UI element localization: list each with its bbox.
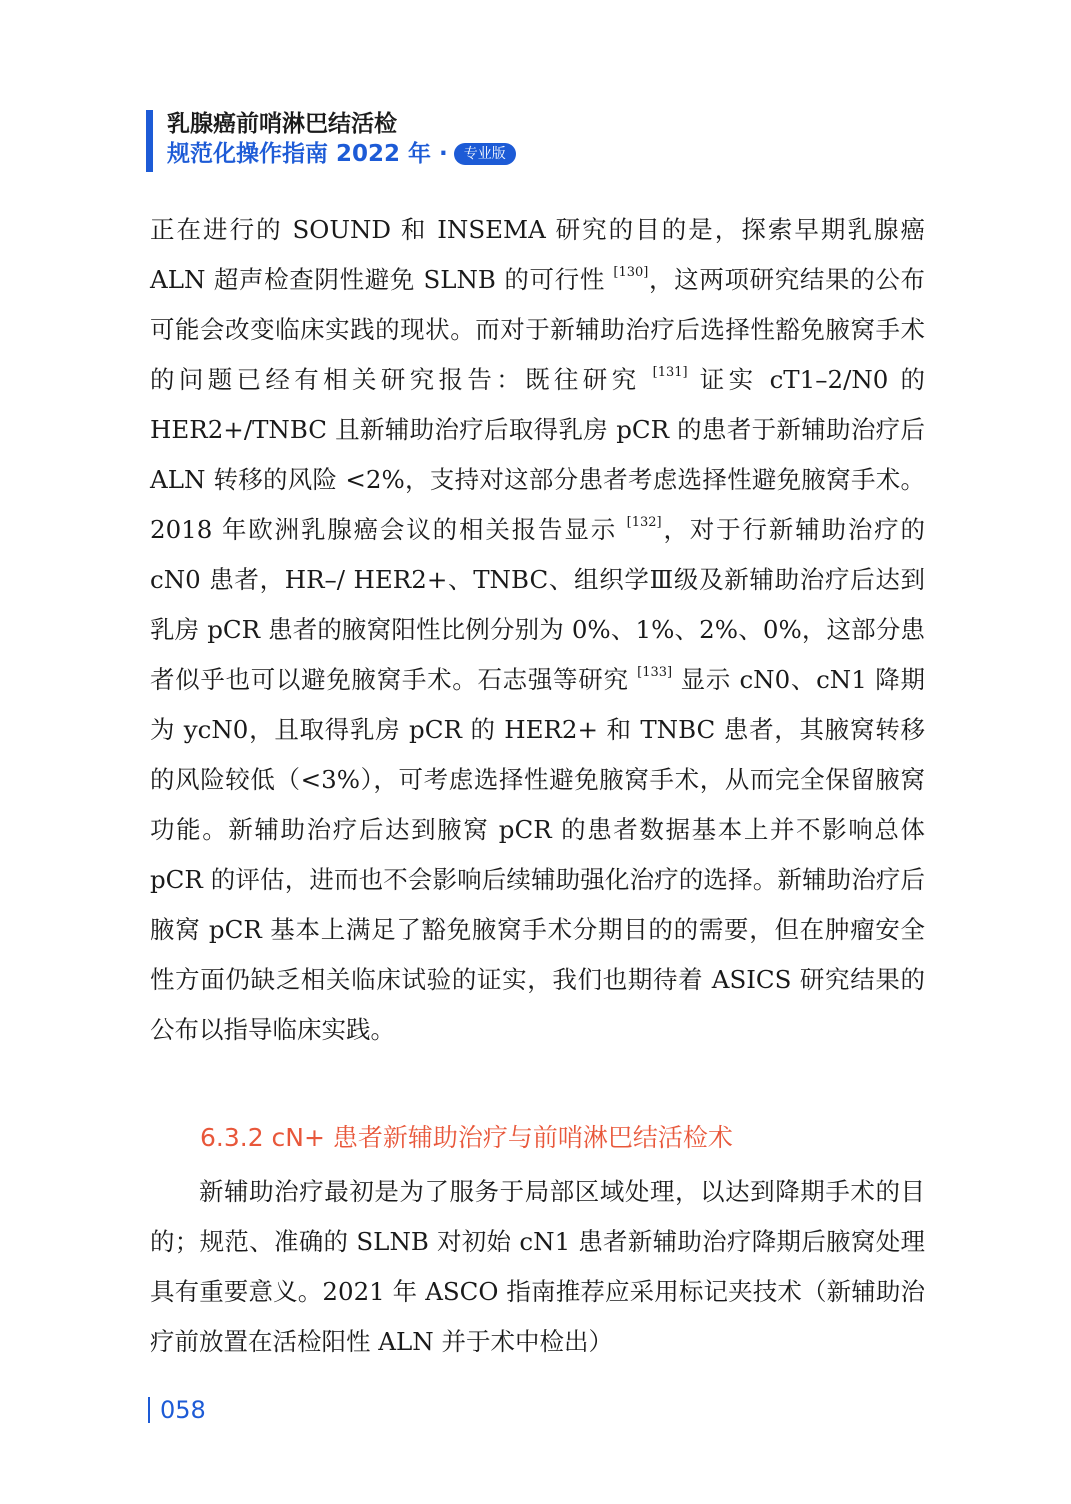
running-header	[146, 110, 516, 172]
section-body	[150, 1167, 925, 1367]
page-number-bar	[148, 1397, 150, 1423]
body-paragraph	[150, 205, 925, 1055]
edition-badge: 专业版	[454, 143, 516, 165]
paragraph-text: ，对于行新辅助治疗的 cN0 患者，HR–/ HER2+、TNBC、组织学Ⅲ级及新辅助治疗后达到乳房 pCR 患者的腋窝阳性比例分别为 0%、1%、2%、0%，这部分患者似乎也可以避免腋窝手术。石志强等研究	[150, 515, 925, 694]
book-title-line2-text: 规范化操作指南 2022 年 ·	[167, 141, 448, 167]
paragraph-1	[150, 205, 925, 1055]
book-title-line2	[167, 138, 516, 170]
paragraph-text: 正在进行的 SOUND 和 INSEMA 研究的目的是，探索早期乳腺癌 ALN 超声检查阴性避免 SLNB 的可行性	[150, 215, 925, 294]
citation-ref: [131]	[652, 365, 688, 380]
section-paragraph: 新辅助治疗最初是为了服务于局部区域处理，以达到降期手术的目的；规范、准确的 SLNB 对初始 cN1 患者新辅助治疗降期后腋窝处理具有重要意义。2021 年 ASCO 指南推荐应采用标记夹技术（新辅助治疗前放置在活检阳性 ALN 并于术中检出）	[150, 1177, 925, 1356]
section-heading: 6.3.2 cN+ 患者新辅助治疗与前哨淋巴结活检术	[200, 1123, 733, 1152]
book-title-line1: 乳腺癌前哨淋巴结活检	[167, 111, 397, 137]
page-number-text: 058	[160, 1396, 206, 1424]
page-number	[148, 1396, 206, 1424]
citation-ref: [133]	[637, 665, 673, 680]
citation-ref: [130]	[613, 265, 649, 280]
paragraph-text: 显示 cN0、cN1 降期为 ycN0，且取得乳房 pCR 的 HER2+ 和 TNBC 患者，其腋窝转移的风险较低（<3%），可考虑选择性避免腋窝手术，从而完全保留腋窝功能。新辅助治疗后达到腋窝 pCR 的患者数据基本上并不影响总体 pCR 的评估，进而也不会影响后续辅助强化治疗的选择。新辅助治疗后腋窝 pCR 基本上满足了豁免腋窝手术分期目的的需要，但在肿瘤安全性方面仍缺乏相关临床试验的证实，我们也期待着 ASICS 研究结果的公布以指导临床实践。	[150, 665, 925, 1044]
paragraph-text: ，这两项研究结果的公布可能会改变临床实践的现状。而对于新辅助治疗后选择性豁免腋窝手术的问题已经有相关研究报告：既往研究	[150, 265, 925, 394]
citation-ref: [132]	[626, 515, 662, 530]
paragraph-text: 证实 cT1–2/N0 的 HER2+/TNBC 且新辅助治疗后取得乳房 pCR 的患者于新辅助治疗后 ALN 转移的风险 <2%，支持对这部分患者考虑选择性避免腋窝手术。2018 年欧洲乳腺癌会议的相关报告显示	[150, 365, 925, 544]
